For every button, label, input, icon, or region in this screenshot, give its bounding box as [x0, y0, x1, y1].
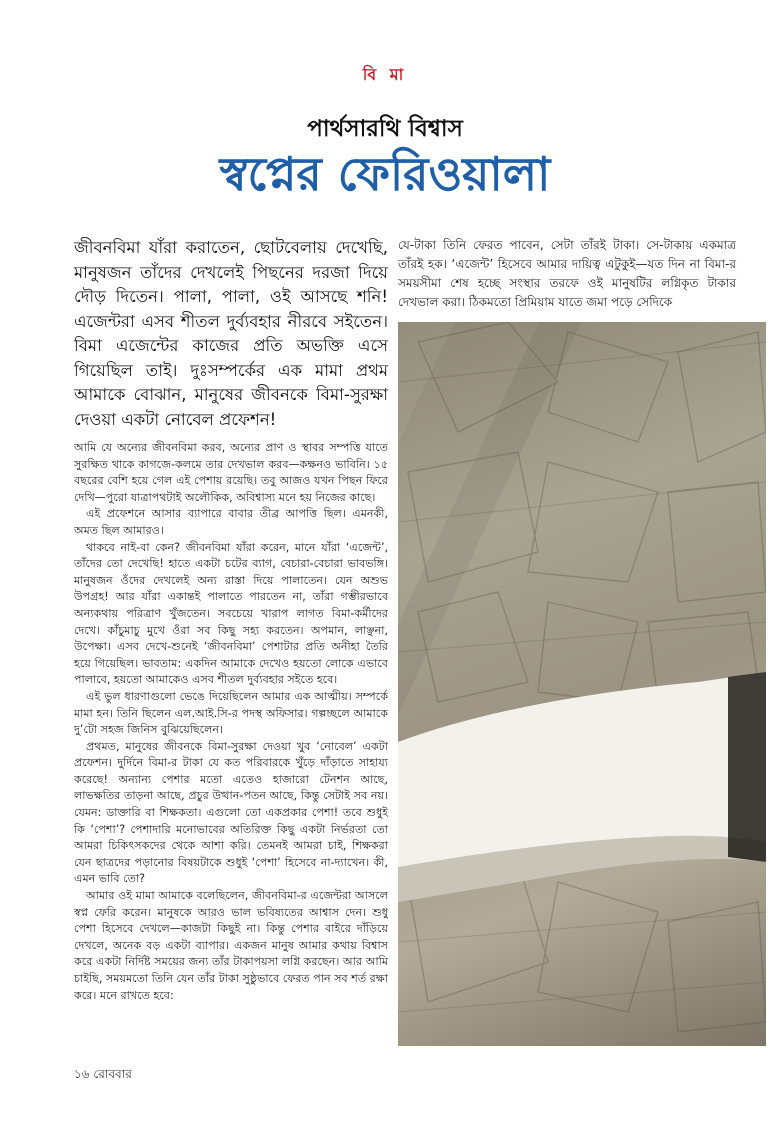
author-byline: পার্থসারথি বিশ্বাস — [307, 116, 463, 142]
body-paragraph: এই ভুল ধারণাগুলো ভেঙে দিয়েছিলেন আমার এক আত্মীয়। সম্পর্কে মামা হন। তিনি ছিলেন এল.আই.সি-র পদস্থ অফিসার। গল্পচ্ছলে আমাকে দু’টো সহজ জিনিস বুঝিয়েছিলেন। — [74, 689, 388, 737]
article-headline: স্বপ্নের ফেরিওয়ালা — [219, 147, 551, 201]
body-paragraph: আমার ওই মামা আমাকে বলেছিলেন, জীবনবিমা-র এজেন্টরা আসলে স্বপ্ন ফেরি করেন। মানুষকে আরও ভাল ভবিষ্যতের আশ্বাস দেন। শুধু পেশা হিসেবে দেখলে—কাজটা কিছুই না। কিন্তু পেশার বাইরে দাঁড়িয়ে দেখলে, অনেক বড় একটা ব্যাপার। একজন মানুষ আমার কথায় বিশ্বাস করে একটা নির্দিষ্ট সময়ের জন্য তাঁর টাকাপয়সা লগ্নি করছেন। আর আমি চাইছি, সময়মতো তিনি যেন তাঁর টাকা সুষ্ঠুভাবে ফেরত পান সব শর্ত রক্ষা করে। মনে রাখতে হবে: — [74, 889, 388, 1002]
body-paragraph: থাকবে নাই-বা কেন? জীবনবিমা যাঁরা করেন, মানে যাঁরা ‘এজেন্ট’, তাঁদের তো দেখেছি! হাতে একটা চটের ব্যাগ, বেচারা-বেচারা ভাবভঙ্গি। মানুষজন ওঁদের দেখলেই অন্য রাস্তা দিয়ে পালাতেন। যেন অশুভ উপগ্রহ! আর যাঁরা একান্তই পালাতে পারতেন না, তাঁরা গম্ভীরভাবে অন্যকথায় পরিত্রাণ খুঁজতেন। সবচেয়ে খারাপ লাগত বিমা-কর্মীদের দেখে। কাঁচুমাচু মুখে ওঁরা সব কিছু সহ্য করতেন। অপমান, লাঞ্ছনা, উপেক্ষা। এসব দেখে-শুনেই ‘জীবনবিমা’ পেশাটার প্রতি অনীহা তৈরি হয়ে গিয়েছিল। ভাবতাম: একদিন আমাকে দেখেও হয়তো লোকে এভাবে পালাবে, হয়তো আমাকেও এসব শীতল দুর্ব্যবহার সইতে হবে। — [74, 540, 388, 687]
lead-paragraph — [74, 236, 388, 432]
right-column-text — [398, 236, 736, 312]
photo-illustration — [398, 322, 766, 1046]
article-body — [74, 440, 388, 1052]
section-tag: বি মা — [362, 65, 408, 84]
right-column-paragraph: যে-টাকা তিনি ফেরত পাবেন, সেটা তাঁরই টাকা। সে-টাকায় একমাত্র তাঁরই হক। ‘এজেন্ট’ হিসেবে আমার দায়িত্ব এটুকুই—যত দিন না বিমা-র সময়সীমা শেষ হচ্ছে সংস্থার তরফে ওই মানুষটির লগ্নিকৃত টাকার দেখভাল করা। ঠিকমতো প্রিমিয়াম যাতে জমা পড়ে সেদিকে — [398, 238, 736, 309]
body-paragraph: এই প্রফেশনে আসার ব্যাপারে বাবার তীব্র আপত্তি ছিল। এমনকী, অমত ছিল আমারও। — [74, 507, 388, 537]
body-paragraph: প্রথমত, মানুষের জীবনকে বিমা-সুরক্ষা দেওয়া খুব ‘নোবেল’ একটা প্রফেশন। দুর্দিনে বিমা-র টাকা যে কত পরিবারকে খুঁড়ে দাঁড়াতে সাহায্য করেছে! অন্যান্য পেশার মতো এতেও হাজারো টেনশন আছে, লাভক্ষতির তাড়না আছে, প্রচুর উত্থান-পতন আছে, কিন্তু সেটাই সব নয়। যেমন: ডাক্তারি বা শিক্ষকতা। এগুলো তো একপ্রকার পেশা! তবে শুধুই কি ‘পেশা’? পেশাদারি মনোভাবের অতিরিক্ত কিছু একটা নির্ভরতা তো আমরা চিকিৎসকদের থেকে আশা করি। তেমনই আমরা চাই, শিক্ষকরা যেন ছাত্রদের পড়ানোর বিষয়টাকে শুধুই ‘পেশা’ হিসেবে না-দ্যাখেন। কী, এমন ভাবি তো? — [74, 739, 388, 886]
lead-text: জীবনবিমা যাঁরা করাতেন, ছোটবেলায় দেখেছি, মানুষজন তাঁদের দেখলেই পিছনের দরজা দিয়ে দৌড় দিতেন। পালা, পালা, ওই আসছে শনি! এজেন্টরা এসব শীতল দুর্ব্যবহার নীরবে সইতেন। বিমা এজেন্টের কাজের প্রতি অভক্তি এসে গিয়েছিল তাই। দুঃসম্পর্কের এক মামা প্রথম আমাকে বোঝান, মানুষের জীবনকে বিমা-সুরক্ষা দেওয়া একটা নোবেল প্রফেশন! — [74, 238, 388, 429]
arm-on-woodboard-photo — [398, 322, 766, 1046]
body-paragraph: আমি যে অন্যের জীবনবিমা করব, অন্যের প্রাণ ও স্থাবর সম্পত্তি যাতে সুরক্ষিত থাকে কাগজে-কলমে তার দেখভাল করব—কক্ষনও ভাবিনি। ১৫ বছরের বেশি হয়ে গেল এই পেশায় রয়েছি। তবু আজও যখন পিছন ফিরে দেখি—পুরো যাত্রাপথটাই অলৌকিক, অবিশ্বাস্য মনে হয় নিজের কাছে। — [74, 441, 388, 504]
page-folio: ১৬ রোববার — [74, 1067, 132, 1081]
